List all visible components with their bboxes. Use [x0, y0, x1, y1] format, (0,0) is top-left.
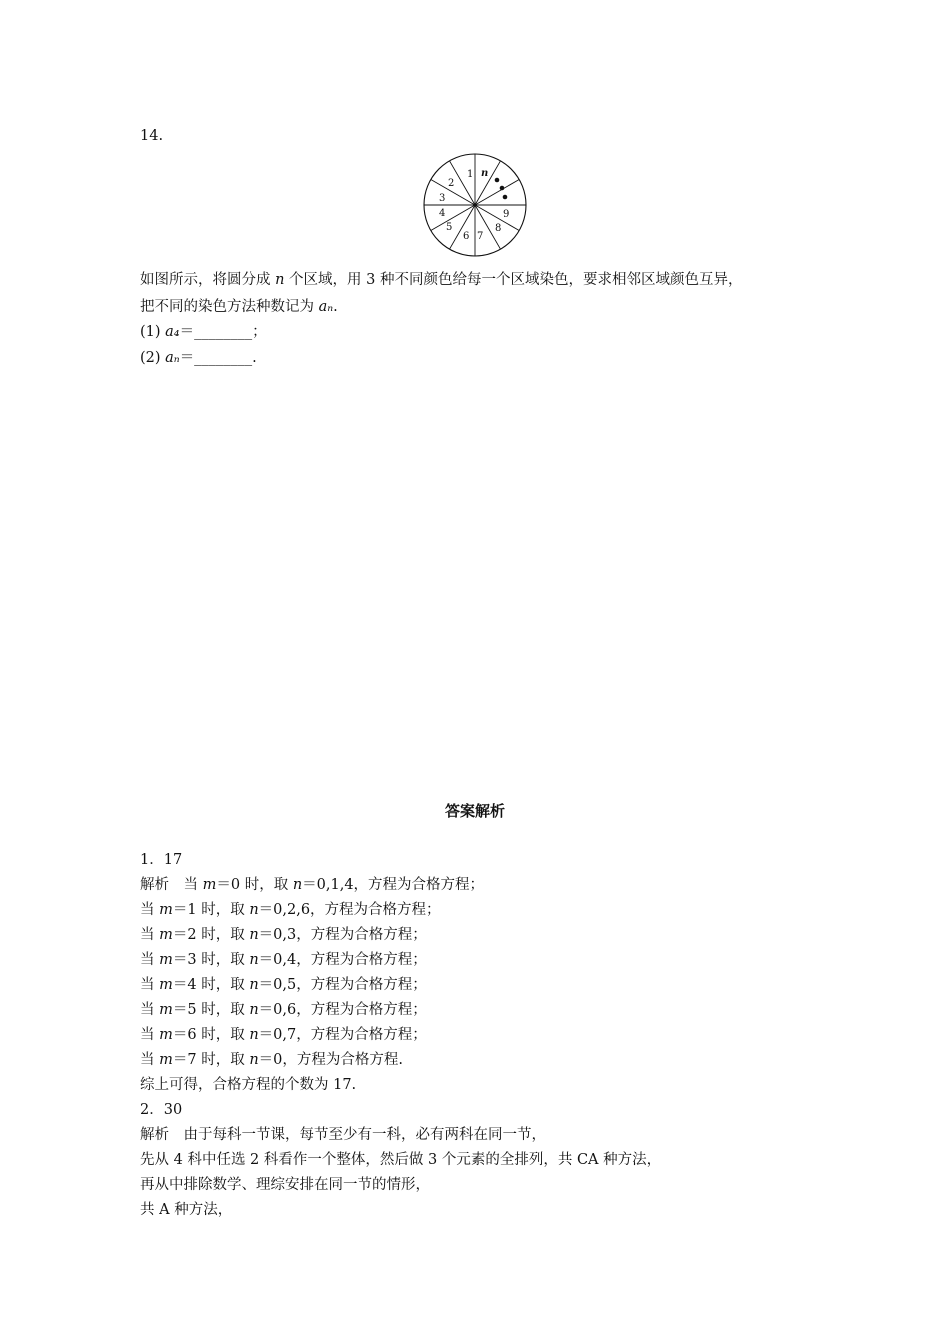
answer-1-line [140, 950, 427, 970]
variable: m [159, 952, 173, 968]
text: ＝6 时，取 [172, 1027, 250, 1043]
answer-1-line [140, 1000, 427, 1020]
answer-2-head: 2．30 [140, 1102, 183, 1118]
variable: n [249, 1052, 259, 1068]
variable-an: aₙ [165, 350, 180, 366]
text: ＝0,2,6，方程为合格方程； [258, 902, 441, 918]
sector-label-9: 9 [503, 209, 510, 220]
text: ＝5 时，取 [172, 1002, 250, 1018]
text: . [333, 299, 338, 315]
variable: m [159, 902, 173, 918]
text: 当 [140, 1052, 160, 1068]
answer-1-line [140, 925, 427, 945]
text: ＝0,6，方程为合格方程； [258, 1002, 427, 1018]
sector-divider [431, 205, 475, 231]
variable-n: n [275, 272, 285, 288]
sector-label-3: 3 [439, 193, 446, 204]
answer-1-summary: 综上可得，合格方程的个数为 17. [140, 1077, 357, 1093]
variable: n [292, 877, 303, 893]
sector-divider [475, 180, 519, 206]
question-part-2 [140, 348, 257, 368]
text: ＝0,7，方程为合格方程； [258, 1027, 427, 1043]
answer-1-line [140, 900, 441, 920]
answer-1-line [140, 1025, 427, 1045]
text: 当 [140, 977, 160, 993]
sector-label-1: 1 [467, 169, 474, 180]
text: 如图所示，将圆分成 [140, 272, 276, 288]
text: ＝7 时，取 [172, 1052, 250, 1068]
text: ＝0,5，方程为合格方程； [258, 977, 427, 993]
sector-label-4: 4 [439, 208, 446, 219]
variable-an: aₙ [318, 299, 334, 315]
text: ＝0,1,4，方程为合格方程； [302, 877, 485, 893]
variable: n [249, 1027, 259, 1043]
sector-label-6: 6 [463, 231, 470, 242]
text: ＝0，方程为合格方程. [258, 1052, 403, 1068]
question-text-line-1 [140, 270, 743, 290]
ellipsis-dots [495, 178, 508, 200]
sector-label-n: n [481, 168, 489, 179]
question-text-line-2 [140, 297, 338, 317]
text: ＝4 时，取 [172, 977, 250, 993]
question-number: 14. [140, 128, 164, 144]
variable: m [159, 1052, 173, 1068]
answer-1-head: 1．17 [140, 852, 183, 868]
text: 解析 当 [140, 877, 203, 893]
answer-blank: ＝________. [179, 350, 257, 366]
text: 当 [140, 1002, 160, 1018]
variable: m [159, 1027, 173, 1043]
text: ＝1 时，取 [172, 902, 250, 918]
variable: n [249, 952, 259, 968]
sector-label-7: 7 [477, 231, 484, 242]
sector-divider [450, 205, 476, 249]
variable: m [202, 877, 217, 893]
text: 当 [140, 927, 160, 943]
sector-label-8: 8 [495, 223, 502, 234]
text: 把不同的染色方法种数记为 [140, 299, 319, 315]
answers-title: 答案解析 [444, 802, 505, 820]
answer-1-line [140, 875, 484, 895]
variable: n [249, 1002, 259, 1018]
question-part-1 [140, 322, 267, 342]
text: ＝0,4，方程为合格方程； [258, 952, 427, 968]
variable: m [159, 927, 173, 943]
answer-2-line: 解析 由于每科一节课，每节至少有一科，必有两科在同一节， [140, 1127, 546, 1143]
text: (1) [140, 324, 166, 340]
answer-2-line: 先从 4 科中任选 2 科看作一个整体，然后做 3 个元素的全排列，共 CA 种方法， [140, 1152, 662, 1168]
variable: m [159, 1002, 173, 1018]
answer-2-line: 共 A 种方法， [140, 1202, 233, 1218]
text: 个区域，用 3 种不同颜色给每一个区域染色，要求相邻区域颜色互异， [284, 272, 743, 288]
text: 当 [140, 1027, 160, 1043]
text: ＝2 时，取 [172, 927, 250, 943]
text: 当 [140, 952, 160, 968]
variable-a4: a₄ [165, 324, 180, 340]
text: ＝0 时，取 [216, 877, 293, 893]
variable: n [249, 927, 259, 943]
answer-1-line [140, 1050, 403, 1070]
variable: n [249, 977, 259, 993]
answer-1-line [140, 975, 427, 995]
variable: m [159, 977, 173, 993]
text: (2) [140, 350, 166, 366]
text: 当 [140, 902, 160, 918]
variable: n [249, 902, 259, 918]
text: ＝0,3，方程为合格方程； [258, 927, 427, 943]
answer-blank: ＝________； [179, 324, 267, 340]
text: ＝3 时，取 [172, 952, 250, 968]
sector-label-5: 5 [446, 222, 453, 233]
circle-figure [422, 152, 528, 258]
answer-2-line: 再从中排除数学、理综安排在同一节的情形， [140, 1177, 430, 1193]
sector-label-2: 2 [448, 178, 455, 189]
